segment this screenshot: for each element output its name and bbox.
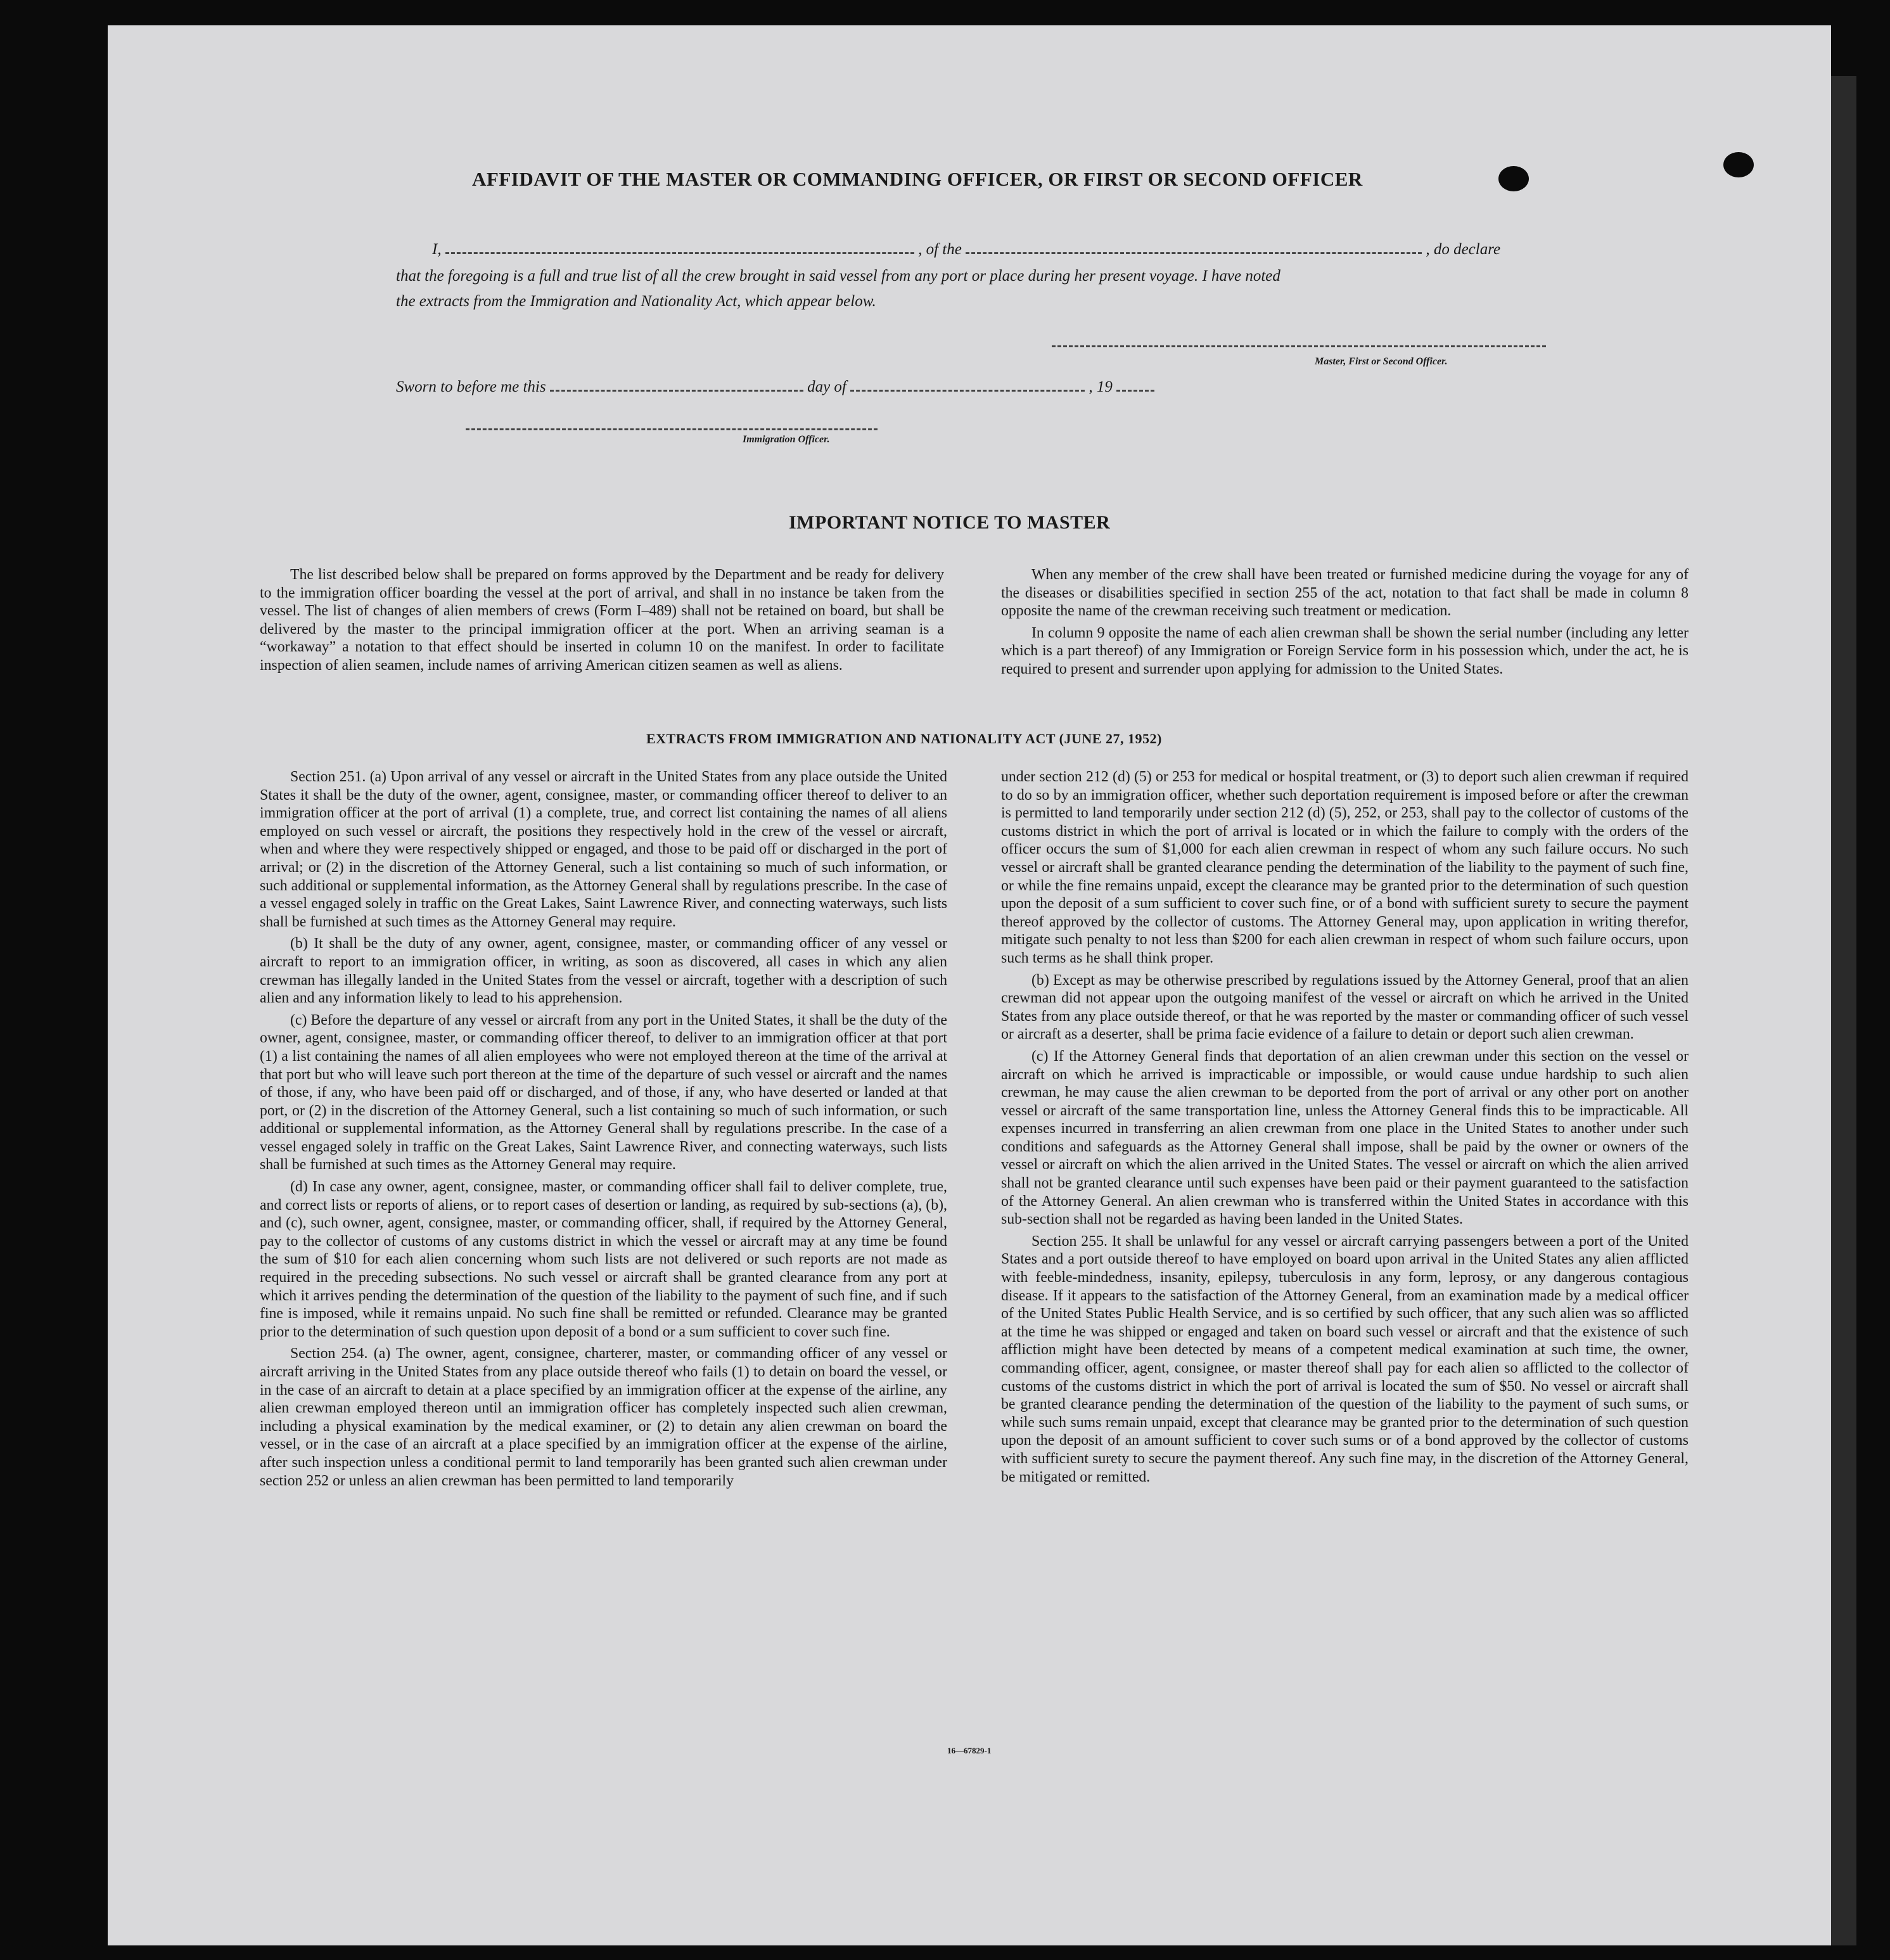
officer-signature-line[interactable]	[466, 428, 878, 430]
section-251b: (b) It shall be the duty of any owner, agent, consignee, master, or commanding officer of any vessel or aircraft to report to an immigration officer, in writing, as soon as discovered, all cases in which any alien crewman has illegally landed in the United States from the vessel or aircraft, together with a description of such alien and any information likely to lead to his apprehension.	[260, 935, 947, 1007]
section-251d: (d) In case any owner, agent, consignee, master, or commanding officer shall fail to deliver complete, true, and correct lists or reports of aliens, or to report cases of desertion or landing, as required by sub-sections (a), (b), and (c), such owner, agent, consignee, master, or commanding officer, shall, if required by the Attorney General, pay to the collector of customs of any customs district in which the vessel or aircraft may at any time be found the sum of $10 for each alien concerning whom such lists are not delivered or such reports are not made as required in the preceding subsections. No such vessel or aircraft shall be granted clearance from any port at which it arrives pending the determination of the question of the liability to the payment of such fine, and if such fine is imposed, while it remains unpaid. No such fine shall be remitted or refunded. Clearance may be granted prior to the determination of such question upon deposit of a bond or a sum sufficient to cover such fine.	[260, 1179, 947, 1340]
punch-hole	[1723, 152, 1754, 177]
sworn-month-field[interactable]	[850, 387, 1085, 392]
affidavit-title: AFFIDAVIT OF THE MASTER OR COMMANDING OFFICER, OR FIRST OR SECOND OFFICER	[472, 168, 1363, 190]
notice-title: IMPORTANT NOTICE TO MASTER	[789, 512, 1111, 533]
section-254c: (c) If the Attorney General finds that deportation of an alien crewman under this section on the vessel or aircraft on which he arrived is impracticable or impossible, or would cause undue hardship to such alien crewman, he may cause the alien crewman to be deported from the port of arrival or any other port on another vessel or aircraft of the same transportation line, unless the Attorney General finds this to be impracticable. All expenses incurred in transferring an alien crewman from one place in the United States to another under such conditions and safeguards as the Attorney General shall impose, shall be paid by the owner or owners of the vessel or aircraft on which the alien arrived in the United States. The vessel or aircraft on which the alien arrived shall not be granted clearance until such expenses have been paid or their payment guaranteed to the satisfaction of the Attorney General. An alien crewman who is transferred within the United States in accordance with this sub-section shall not be regarded as having been landed in the United States.	[1001, 1047, 1689, 1228]
declarant-name-field[interactable]	[445, 250, 914, 254]
of-the-label: , of the	[918, 241, 962, 258]
section-251a: Section 251. (a) Upon arrival of any vessel or aircraft in the United States from any place outside the United States it shall be the duty of the owner, agent, consignee, master, or commanding officer thereof to deliver to an immigration officer at the port of arrival (1) a complete, true, and correct list containing the names of all aliens employed on such vessel or aircraft, the positions they respectively hold in the crew of the vessel or aircraft, when and where they were respectively shipped or engaged, and those to be paid off or discharged in the port of arrival; or (2) in the discretion of the Attorney General, such a list containing so much of such information, or such additional or supplemental information, as the Attorney General shall by regulations prescribe. In the case of a vessel engaged solely in traffic on the Great Lakes, Saint Lawrence River, and connecting waterways, such lists shall be furnished at such times as the Attorney General may require.	[260, 769, 947, 930]
do-declare-label: , do declare	[1426, 241, 1501, 258]
section-254a-continued: under section 212 (d) (5) or 253 for medical or hospital treatment, or (3) to deport such alien crewman if required to do so by an immigration officer, whether such deportation requirement is imposed before or after the crewman is permitted to land temporarily under section 212 (d) (5), 252, or 253, shall pay to the collector of customs of the customs district in which the port of arrival is located or in which the failure to comply with the orders of the officer occurs the sum of $1,000 for each alien crewman in respect of whom any such failure occurs. No such vessel or aircraft shall be granted clearance pending the determination of the liability to the payment of such fine, or while the fine remains unpaid, except the clearance may be granted prior to the determination of such question upon the deposit of a sum sufficient to cover such fine, or of a bond with sufficient surety to secure the payment thereof approved by the collector of customs. The Attorney General may, upon application in writing therefor, mitigate such penalty to not less than $200 for each alien crewman in respect of whom such failure occurs, upon such terms as he shall think proper.	[1001, 769, 1689, 966]
master-signature-line[interactable]	[1052, 345, 1546, 347]
notice-left-column	[260, 566, 944, 679]
extracts-title: EXTRACTS FROM IMMIGRATION AND NATIONALITY ACT (JUNE 27, 1952)	[646, 731, 1162, 746]
affidavit-line-1	[432, 241, 1500, 259]
section-255: Section 255. It shall be unlawful for any vessel or aircraft carrying passengers between a port of the United States and a port outside thereof to have employed on board upon arrival in the United States any alien afflicted with feeble-mindedness, insanity, epilepsy, tuberculosis in any form, leprosy, or any dangerous contagious disease. If it appears to the satisfaction of the Attorney General, from an examination made by a medical officer of the United States Public Health Service, and is so certified by such officer, that any such alien was so afflicted at the time he was shipped or engaged and taken on board such vessel or aircraft and that the existence of such affliction might have been detected by means of a competent medical examination at such time, the owner, commanding officer, agent, consignee, or master thereof shall pay for each alien so afflicted to the collector of customs of the customs district in which the port of arrival is located the sum of $50. No vessel or aircraft shall be granted clearance pending the determination of the question of the liability to the payment of such sums, or while such sums remain unpaid, except that clearance may be granted prior to the determination of such question upon the deposit of an amount sufficient to cover such sums or of a bond approved by the collector of customs with sufficient surety to secure the payment thereof. Any such fine may, in the discretion of the Attorney General, be mitigated or remitted.	[1001, 1233, 1689, 1485]
section-254b: (b) Except as may be otherwise prescribed by regulations issued by the Attorney General, proof that an alien crewman did not appear upon the outgoing manifest of the vessel or aircraft on which he arrived in the United States from any place outside thereof, or that he was reported by the master or commanding officer of such vessel or aircraft as a deserter, shall be prima facie evidence of a failure to detain or deport such alien crewman.	[1001, 971, 1689, 1043]
notice-right-paragraph-2: In column 9 opposite the name of each alien crewman shall be shown the serial number (including any letter which is a part thereof) of any Immigration or Foreign Service form in his possession which, under the act, he is required to present and surrender upon applying for admission to the United States.	[1001, 624, 1689, 677]
notice-left-paragraph: The list described below shall be prepared on forms approved by the Department and be ready for delivery to the immigration officer boarding the vessel at the port of arrival, and shall in no instance be taken from the vessel. The list of changes of alien members of crews (Form I–489) shall not be retained on board, but shall be delivered by the master to the principal immigration officer at the port. When an arriving seaman is a “workaway” a notation to that effect should be inserted in column 10 on the manifest. In order to facilitate inspection of alien seamen, include names of arriving American citizen seamen as well as aliens.	[260, 567, 944, 674]
section-251c: (c) Before the departure of any vessel or aircraft from any port in the United States, it shall be the duty of the owner, agent, consignee, master, or commanding officer thereof, to deliver to an immigration officer at that port (1) a list containing the names of all alien employees who were not employed thereon at the time of the arrival at that port but who will leave such port thereon at the time of the departure of such vessel or aircraft and the names of those, if any, who have been paid off or discharged, and of those, if any, who have deserted or landed at that port, or (2) in the discretion of the Attorney General, such a list containing so much of such information, or such additional or supplemental information, as the Attorney General shall by regulations prescribe. In the case of a vessel engaged solely in traffic on the Great Lakes, Saint Lawrence River, and connecting waterways, such lists shall be furnished at such times as the Attorney General may require.	[260, 1011, 947, 1174]
extracts-right-column	[1001, 768, 1689, 1490]
declarant-label: I,	[432, 241, 442, 258]
notice-right-paragraph-1: When any member of the crew shall have been treated or furnished medicine during the voyage for any of the diseases or disabilities specified in section 255 of the act, notation to that fact shall be made in column 8 opposite the name of the crewman receiving such treatment or medication.	[1001, 567, 1689, 620]
sworn-line	[396, 378, 1154, 396]
affidavit-line-3: the extracts from the Immigration and Nationality Act, which appear below.	[396, 293, 876, 310]
form-number: 16—67829-1	[947, 1746, 992, 1755]
vessel-name-field[interactable]	[966, 250, 1422, 254]
section-254a: Section 254. (a) The owner, agent, consignee, charterer, master, or commanding officer of any vessel or aircraft arriving in the United States from any place outside thereof who fails (1) to detain on board the vessel, or in the case of an aircraft to detain at a place specified by an immigration officer at the expense of the airline, any alien crewman employed thereon until an immigration officer has completely inspected such alien crewman, including a physical examination by the medical examiner, or (2) to detain any alien crewman on board the vessel, or in the case of an aircraft at a place specified by an immigration officer at the expense of the airline, after such inspection unless a conditional permit to land temporarily has been granted such alien crewman under section 252 or unless an alien crewman has been permitted to land temporarily	[260, 1345, 947, 1489]
sworn-day-field[interactable]	[550, 387, 803, 392]
extracts-left-column	[260, 768, 947, 1494]
affidavit-line-2: that the foregoing is a full and true list of all the crew brought in said vessel from any port or place during her present voyage. I have noted	[396, 267, 1280, 285]
year-label: , 19	[1089, 378, 1113, 395]
day-of-label: day of	[807, 378, 846, 395]
punch-hole	[1498, 166, 1529, 191]
officer-caption: Immigration Officer.	[743, 434, 830, 445]
sworn-year-field[interactable]	[1116, 387, 1154, 392]
notice-right-column	[1001, 566, 1689, 682]
sworn-label: Sworn to before me this	[396, 378, 546, 395]
master-caption: Master, First or Second Officer.	[1315, 356, 1448, 367]
scan-edge	[1831, 76, 1856, 1945]
